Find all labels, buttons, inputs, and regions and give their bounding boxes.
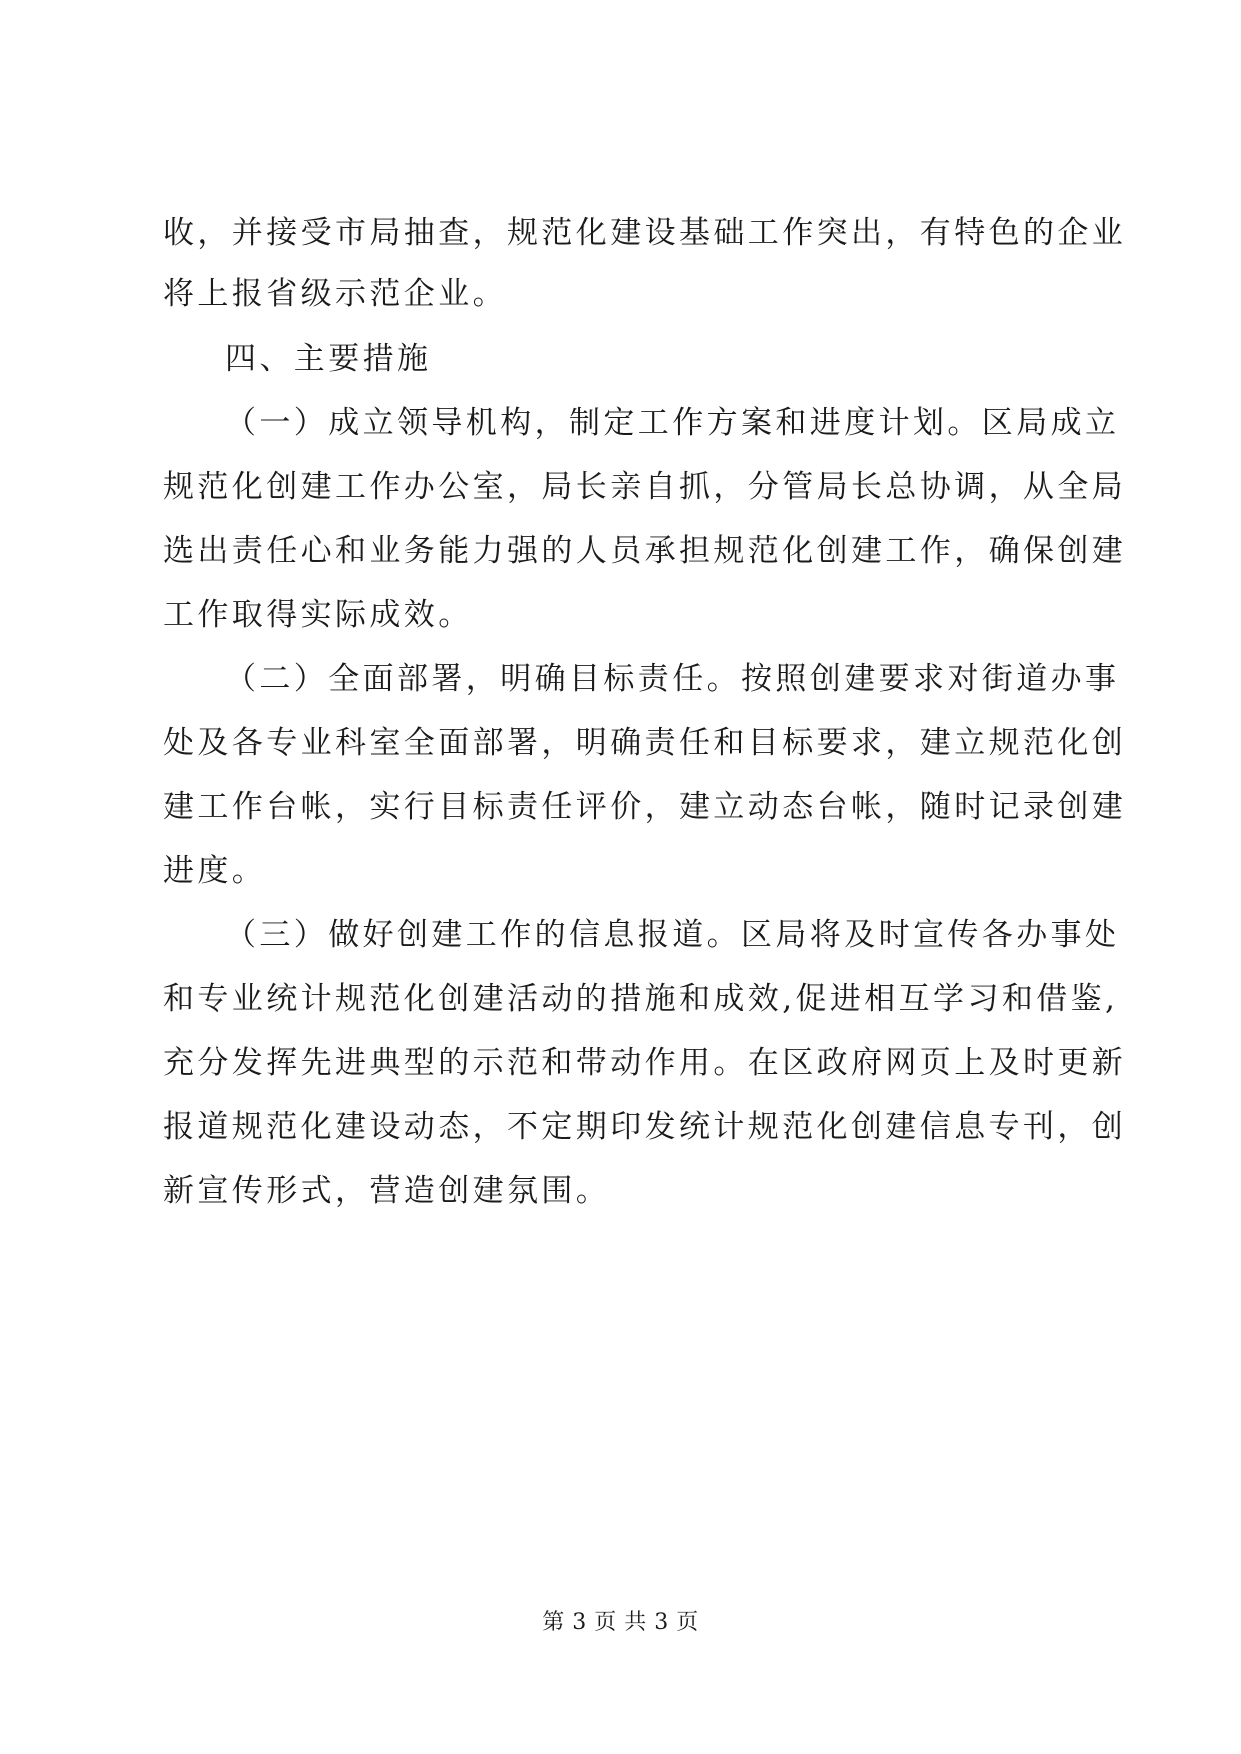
paragraph-line: 报道规范化建设动态，不定期印发统计规范化创建信息专刊，创	[163, 1109, 1127, 1145]
paragraph-line: 规范化创建工作办公室，局长亲自抓，分管局长总协调，从全局	[163, 469, 1127, 505]
paragraph-line: （三）做好创建工作的信息报道。区局将及时宣传各办事处	[225, 917, 1120, 953]
paragraph-line: 和专业统计规范化创建活动的措施和成效,促进相互学习和借鉴,	[163, 981, 1119, 1017]
section-heading: 四、主要措施	[225, 341, 432, 377]
paragraph-line: 进度。	[163, 853, 267, 889]
paragraph-line: 充分发挥先进典型的示范和带动作用。在区政府网页上及时更新	[163, 1045, 1127, 1081]
paragraph-line: 将上报省级示范企业。	[163, 276, 507, 312]
page-number-footer: 第 3 页 共 3 页	[542, 1610, 699, 1635]
paragraph-line: 建工作台帐，实行目标责任评价，建立动态台帐，随时记录创建	[163, 789, 1127, 825]
paragraph-line: （二）全面部署，明确目标责任。按照创建要求对街道办事	[225, 661, 1120, 697]
paragraph-line: （一）成立领导机构，制定工作方案和进度计划。区局成立	[225, 405, 1120, 441]
paragraph-line: 选出责任心和业务能力强的人员承担规范化创建工作，确保创建	[163, 533, 1127, 569]
paragraph-line: 处及各专业科室全面部署，明确责任和目标要求，建立规范化创	[163, 725, 1127, 761]
paragraph-line: 工作取得实际成效。	[163, 597, 473, 633]
paragraph-line: 收，并接受市局抽查，规范化建设基础工作突出，有特色的企业	[163, 215, 1127, 251]
paragraph-line: 新宣传形式，营造创建氛围。	[163, 1173, 611, 1209]
